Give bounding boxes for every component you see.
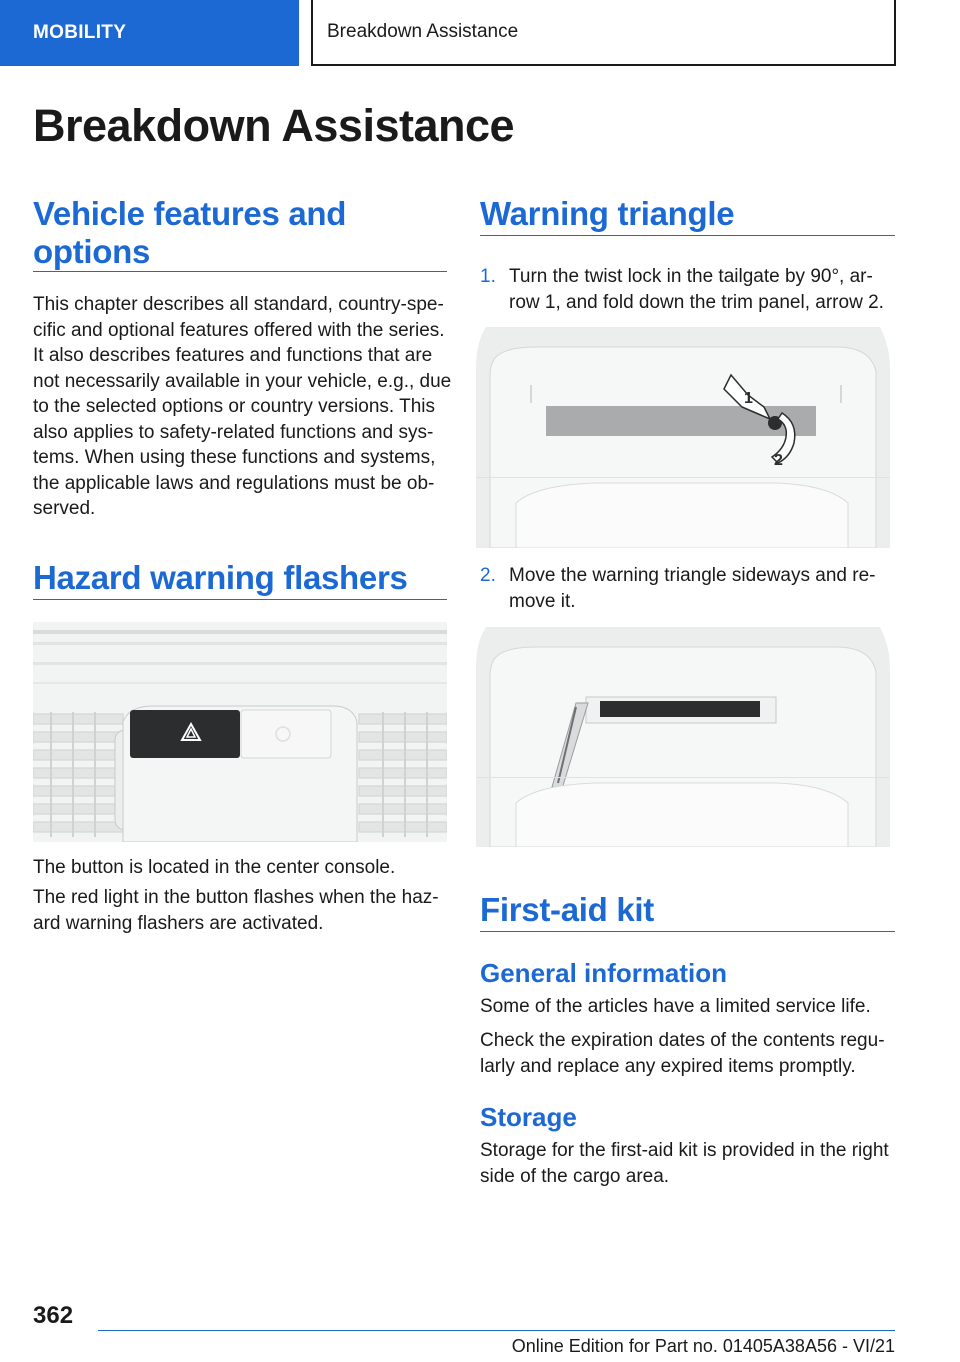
text-line: the applicable laws and regulations must be ob‐: [33, 472, 435, 494]
text-line: It also describes features and functions that are: [33, 345, 433, 366]
tailgate-twist-lock-figure: [476, 327, 890, 548]
page-number: 362: [33, 1302, 74, 1329]
edition-info: Online Edition for Part no. 01405A38A56 - VI/21: [511, 1336, 895, 1356]
warning-triangle-heading: Warning triangle: [480, 195, 735, 232]
step-number: 1.: [480, 266, 496, 287]
vehicle-features-heading-line2: options: [33, 233, 151, 270]
text-line: cific and optional features offered with the series.: [33, 319, 445, 341]
footer-rule: [98, 1330, 895, 1331]
storage-text: [480, 1138, 900, 1189]
hazard-text-1: The button is located in the center console.: [33, 857, 396, 878]
text-line: side of the cargo area.: [480, 1165, 670, 1187]
text-line: row 1, and fold down the trim panel, arrow 2.: [509, 291, 884, 313]
section-rule: [33, 271, 447, 272]
breadcrumb-label: Breakdown Assistance: [327, 21, 519, 42]
text-line: Storage for the first-aid kit is provided in the right: [480, 1140, 889, 1161]
section-tab[interactable]: [0, 0, 299, 66]
text-line: Turn the twist lock in the tailgate by 90°, ar‐: [509, 266, 873, 287]
tailgate-twist-lock-illustration: [476, 327, 890, 548]
text-line: move it.: [509, 590, 576, 612]
hazard-console-figure: [33, 622, 447, 842]
warning-triangle-removal-figure: [476, 627, 890, 847]
section-rule: [480, 931, 895, 932]
text-line: Move the warning triangle sideways and re‐: [509, 565, 876, 586]
text-line: The red light in the button flashes when the haz‐: [33, 887, 439, 908]
first-aid-heading: First-aid kit: [480, 891, 654, 928]
step-1-text: [509, 264, 899, 315]
hazard-text-2: [33, 885, 453, 936]
arrow-1-label: 1: [744, 390, 753, 407]
text-line: ard warning flashers are activated.: [33, 912, 324, 934]
vehicle-features-heading-line1: Vehicle features and: [33, 195, 347, 232]
step-2-text: [509, 563, 899, 614]
storage-heading: Storage: [480, 1102, 577, 1132]
text-line: larly and replace any expired items promptly.: [480, 1055, 856, 1077]
text-line: served.: [33, 498, 96, 519]
arrow-2-label: 2: [774, 452, 783, 469]
breadcrumb: [311, 0, 896, 66]
section-tab-label: MOBILITY: [33, 22, 127, 43]
vehicle-features-text: [33, 292, 453, 522]
hazard-heading: Hazard warning flashers: [33, 559, 408, 596]
text-line: also applies to safety-related functions and sys‐: [33, 421, 434, 443]
general-info-text-2: [480, 1028, 900, 1079]
general-info-text-1: Some of the articles have a limited service life.: [480, 996, 871, 1017]
general-information-heading: General information: [480, 958, 728, 988]
text-line: to the selected options or country versions. This: [33, 396, 436, 417]
text-line: This chapter describes all standard, country-spe‐: [33, 294, 444, 315]
section-rule: [480, 235, 895, 236]
text-line: not necessarily available in your vehicle, e.g., due: [33, 370, 452, 392]
text-line: Check the expiration dates of the contents regu‐: [480, 1030, 885, 1051]
page-title: Breakdown Assistance: [33, 100, 515, 151]
vehicle-features-heading: [33, 195, 346, 271]
step-number: 2.: [480, 565, 496, 586]
text-line: tems. When using these functions and systems,: [33, 447, 436, 468]
hazard-console-illustration: [33, 622, 447, 842]
section-rule: [33, 599, 447, 600]
warning-triangle-removal-illustration: [476, 627, 890, 847]
